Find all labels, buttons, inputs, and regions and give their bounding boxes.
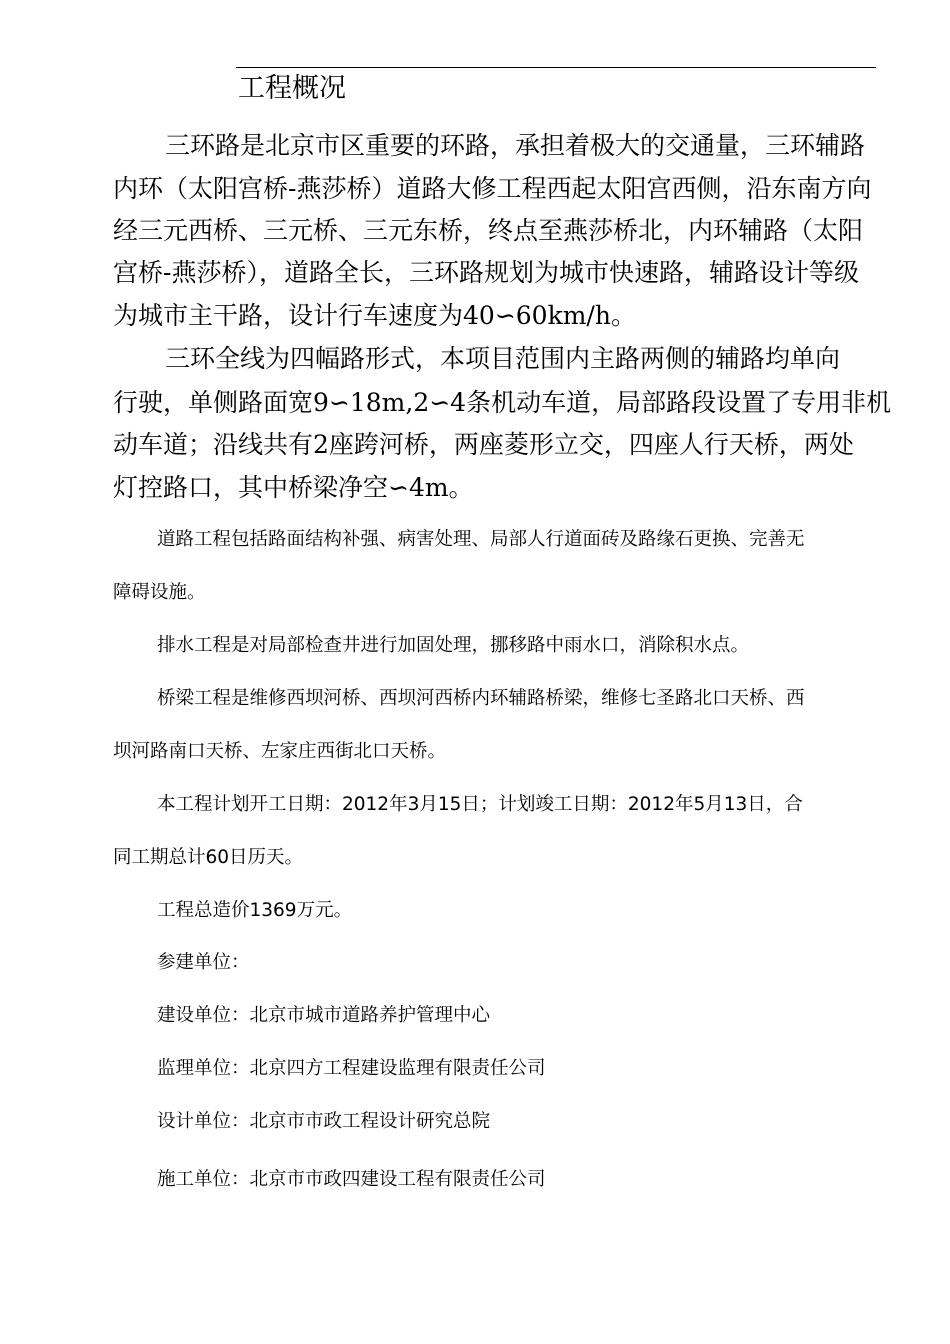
text-line: 本工程计划开工日期：2012年3月15日；计划竣工日期：2012年5月13日，合 <box>157 794 803 815</box>
owner-unit-line: 建设单位：北京市城市道路养护管理中心 <box>157 1005 491 1026</box>
participants-heading: 参建单位： <box>157 952 250 973</box>
total-cost-line: 工程总造价1369万元。 <box>157 900 353 921</box>
text-line: 三环全线为四幅路形式，本项目范围内主路两侧的辅路均单向 <box>165 344 841 373</box>
text-line: 经三元西桥、三元桥、三元东桥，终点至燕莎桥北，内环辅路（太阳 <box>113 216 864 245</box>
designer-unit-line: 设计单位：北京市市政工程设计研究总院 <box>157 1111 491 1132</box>
text-line: 同工期总计60日历天。 <box>113 847 304 868</box>
drainage-works-paragraph: 排水工程是对局部检查井进行加固处理，挪移路中雨水口，消除积水点。 <box>157 635 750 656</box>
text-line: 障碍设施。 <box>113 582 206 603</box>
contractor-unit-line: 施工单位：北京市市政四建设工程有限责任公司 <box>157 1169 546 1190</box>
text-line: 内环（太阳宫桥-燕莎桥）道路大修工程西起太阳宫西侧，沿东南方向 <box>113 174 872 203</box>
text-line: 为城市主干路，设计行车速度为40∽60km/h。 <box>113 301 636 330</box>
text-line: 动车道；沿线共有2座跨河桥，两座菱形立交，四座人行天桥，两处 <box>113 430 854 459</box>
text-line: 道路工程包括路面结构补强、病害处理、局部人行道面砖及路缘石更换、完善无 <box>157 529 805 550</box>
text-line: 三环路是北京市区重要的环路，承担着极大的交通量，三环辅路 <box>165 131 866 160</box>
header-rule <box>236 67 876 68</box>
text-line: 宫桥-燕莎桥），道路全长，三环路规划为城市快速路，辅路设计等级 <box>113 258 859 287</box>
text-line: 行驶，单侧路面宽9∽18m,2∽4条机动车道，局部路段设置了专用非机 <box>113 388 892 417</box>
page-title: 工程概况 <box>238 73 346 104</box>
text-line: 坝河路南口天桥、左家庄西街北口天桥。 <box>113 741 447 762</box>
text-line: 桥梁工程是维修西坝河桥、西坝河西桥内环辅路桥梁，维修七圣路北口天桥、西 <box>157 688 805 709</box>
text-line: 灯控路口，其中桥梁净空∽4m。 <box>113 473 474 502</box>
supervisor-unit-line: 监理单位：北京四方工程建设监理有限责任公司 <box>157 1058 546 1079</box>
